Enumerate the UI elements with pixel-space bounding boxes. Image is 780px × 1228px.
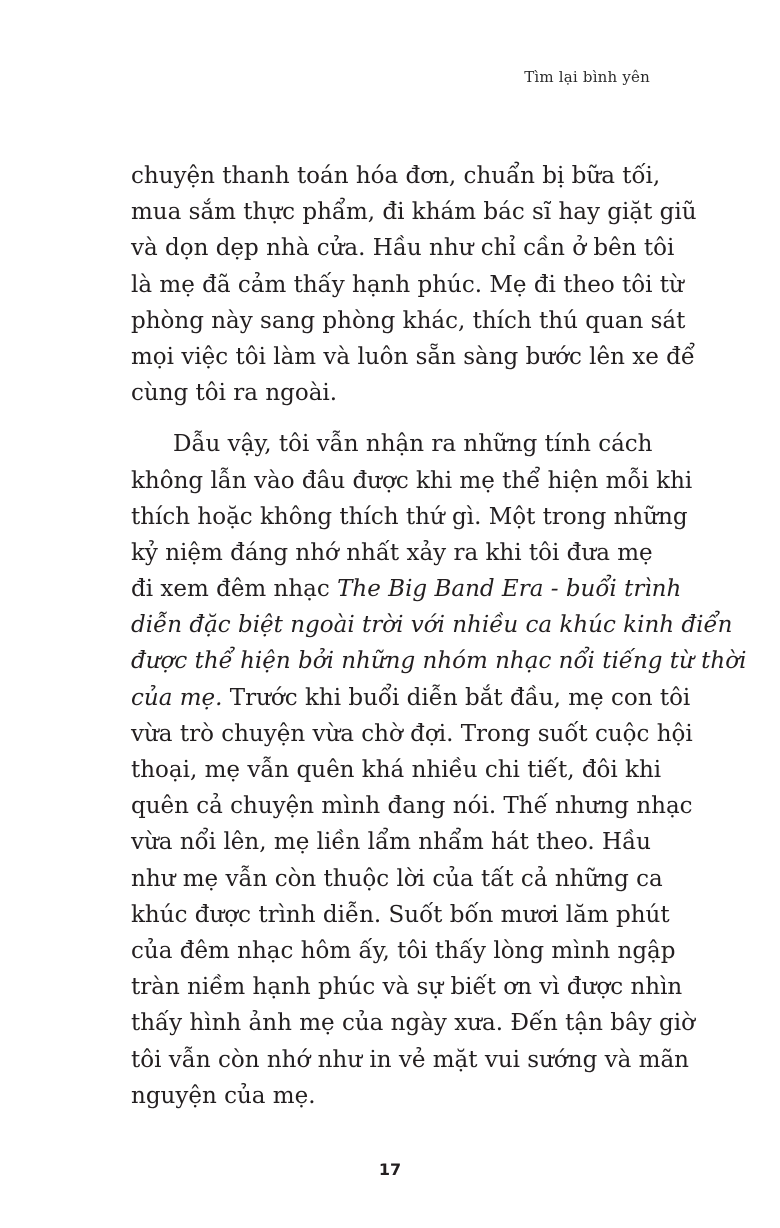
text-line-italic <box>131 607 733 643</box>
text-line: khúc được trình diễn. Suốt bốn mươi lăm phút <box>131 901 670 928</box>
text-line: kỷ niệm đáng nhớ nhất xảy ra khi tôi đưa mẹ <box>131 539 653 566</box>
italic-span: của mẹ. <box>131 684 223 711</box>
italic-span: được thể hiện bởi những nhóm nhạc nổi tiếng từ thời <box>131 648 747 675</box>
text-span: Trước khi buổi diễn bắt đầu, mẹ con tôi <box>222 684 691 711</box>
text-line: tôi vẫn còn nhớ như in vẻ mặt vui sướng và mãn <box>131 1046 689 1073</box>
page-number: 17 <box>378 1160 402 1179</box>
italic-span: diễn đặc biệt ngoài trời với nhiều ca khúc kinh điển <box>131 612 733 639</box>
text-line: và dọn dẹp nhà cửa. Hầu như chỉ cần ở bên tôi <box>131 235 675 262</box>
text-line: như mẹ vẫn còn thuộc lời của tất cả những ca <box>131 865 663 892</box>
text-line: cùng tôi ra ngoài. <box>131 380 338 407</box>
text-span: đi xem đêm nhạc <box>131 576 338 603</box>
text-line-mixed <box>131 680 691 716</box>
text-line-mixed <box>131 571 682 607</box>
text-line: nguyện của mẹ. <box>131 1082 316 1109</box>
body-text <box>131 158 747 1114</box>
text-line: Dẫu vậy, tôi vẫn nhận ra những tính cách <box>173 431 653 458</box>
text-line: vừa trò chuyện vừa chờ đợi. Trong suốt cuộc hội <box>131 720 693 747</box>
text-line: không lẫn vào đâu được khi mẹ thể hiện mỗi khi <box>131 467 693 494</box>
text-line: là mẹ đã cảm thấy hạnh phúc. Mẹ đi theo tôi từ <box>131 271 684 298</box>
text-line: của đêm nhạc hôm ấy, tôi thấy lòng mình ngập <box>131 937 676 964</box>
text-line: mọi việc tôi làm và luôn sẵn sàng bước lên xe để <box>131 343 696 370</box>
text-line: chuyện thanh toán hóa đơn, chuẩn bị bữa tối, <box>131 163 661 189</box>
text-line: quên cả chuyện mình đang nói. Thế nhưng nhạc <box>131 793 693 820</box>
text-line: mua sắm thực phẩm, đi khám bác sĩ hay giặt giũ <box>131 199 697 226</box>
text-line-italic <box>131 643 747 679</box>
text-line: vừa nổi lên, mẹ liền lẩm nhẩm hát theo. Hầu <box>131 829 651 856</box>
paragraph-2 <box>131 426 747 1114</box>
paragraph-1 <box>131 158 697 411</box>
text-line: phòng này sang phòng khác, thích thú quan sát <box>131 307 686 334</box>
text-line: thấy hình ảnh mẹ của ngày xưa. Đến tận bây giờ <box>131 1010 695 1037</box>
text-line: tràn niềm hạnh phúc và sự biết ơn vì được nhìn <box>131 974 683 1001</box>
running-header-title: Tìm lại bình yên <box>524 68 650 86</box>
text-line: thích hoặc không thích thứ gì. Một trong những <box>131 503 688 530</box>
text-line: thoại, mẹ vẫn quên khá nhiều chi tiết, đôi khi <box>131 757 662 783</box>
concert-title-italic: The Big Band Era - buổi trình <box>337 576 682 603</box>
